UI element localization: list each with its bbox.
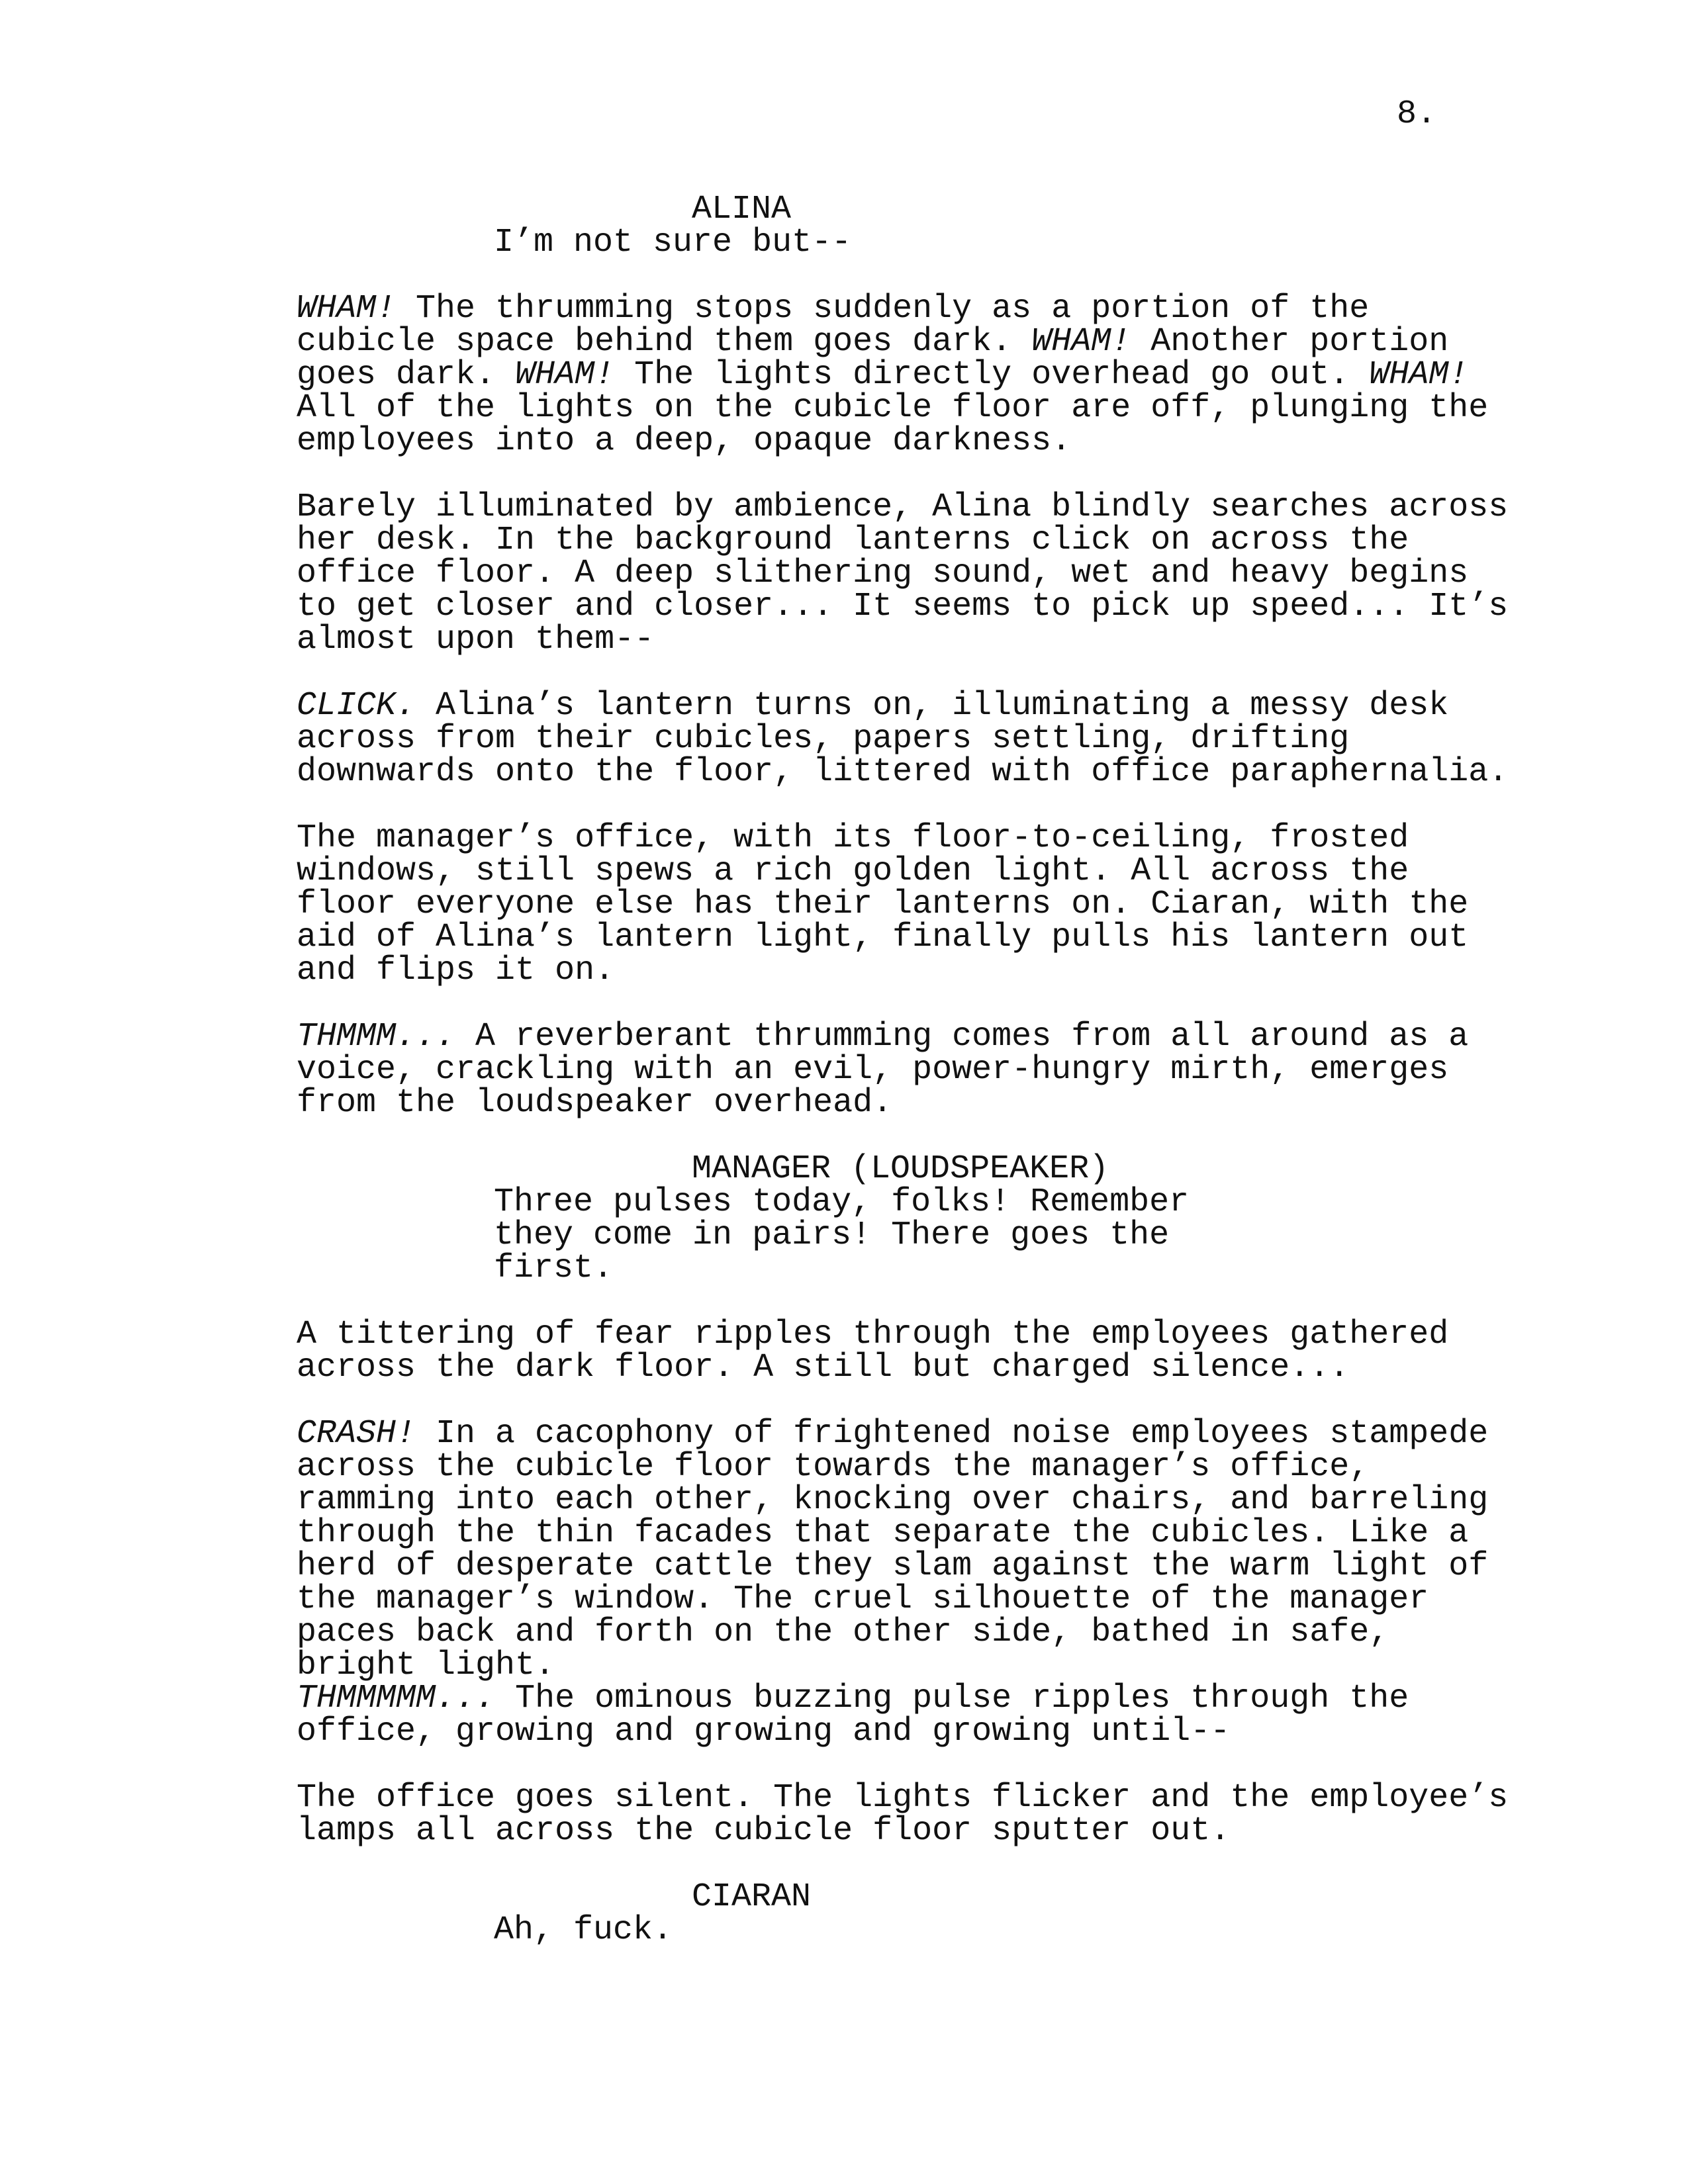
action-line: The office goes silent. The lights flicker and the employee’s (297, 1779, 1509, 1817)
character-name: MANAGER (LOUDSPEAKER) (692, 1150, 1109, 1188)
sound-effect: THMMM... (297, 1018, 456, 1056)
action-line: The manager’s office, with its floor-to-ceiling, frosted (297, 819, 1409, 857)
sound-effect: WHAM! (297, 290, 397, 328)
action-paragraph (297, 488, 1509, 659)
action-line: All of the lights on the cubicle floor are off, plunging the (297, 389, 1489, 427)
action-line: through the thin facades that separate the cubicles. Like a (297, 1514, 1469, 1552)
action-line: Barely illuminated by ambience, Alina blindly searches across (297, 488, 1509, 526)
action-line: office, growing and growing and growing until-- (297, 1713, 1231, 1751)
action-line: across the dark floor. A still but charged silence... (297, 1349, 1350, 1387)
sound-effect: CLICK. (297, 687, 416, 725)
action-line: THMMM... A reverberant thrumming comes from all around as a (297, 1018, 1469, 1056)
action-line: almost upon them-- (297, 621, 655, 659)
action-paragraph (297, 1415, 1489, 1684)
action-line: to get closer and closer... It seems to pick up speed... It’s (297, 588, 1509, 625)
action-line: paces back and forth on the other side, bathed in safe, (297, 1614, 1389, 1651)
action-line: ramming into each other, knocking over chairs, and barreling (297, 1481, 1489, 1519)
action-line: her desk. In the background lanterns click on across the (297, 522, 1409, 559)
dialogue: I’m not sure but-- (494, 224, 852, 261)
action-line: downwards onto the floor, littered with office paraphernalia. (297, 753, 1509, 791)
action-line: cubicle space behind them goes dark. WHAM! Another portion (297, 323, 1449, 361)
action-line: CRASH! In a cacophony of frightened noise employees stampede (297, 1415, 1489, 1453)
sound-effect: WHAM! (1031, 323, 1131, 361)
action-line: and flips it on. (297, 952, 615, 989)
sound-effect: WHAM! (515, 356, 615, 394)
action-line: office floor. A deep slithering sound, wet and heavy begins (297, 555, 1469, 592)
dialogue (494, 1183, 1190, 1287)
dialogue-line: they come in pairs! There goes the (494, 1216, 1170, 1254)
character-name: ALINA (692, 191, 792, 228)
sound-effect: CRASH! (297, 1415, 416, 1453)
action-line: THMMMMM... The ominous buzzing pulse ripples through the (297, 1680, 1409, 1717)
sound-effect: THMMMMM... (297, 1680, 496, 1717)
action-line: herd of desperate cattle they slam against the warm light of (297, 1547, 1489, 1585)
action-line: WHAM! The thrumming stops suddenly as a portion of the (297, 290, 1370, 328)
action-paragraph (297, 1779, 1509, 1850)
action-line: voice, crackling with an evil, power-hungry mirth, emerges (297, 1051, 1449, 1089)
action-paragraph (297, 819, 1469, 989)
action-line: floor everyone else has their lanterns on. Ciaran, with the (297, 886, 1469, 923)
dialogue: Ah, fuck. (494, 1911, 673, 1949)
action-line: employees into a deep, opaque darkness. (297, 422, 1072, 460)
action-paragraph (297, 1318, 1448, 1385)
action-paragraph (297, 687, 1509, 791)
action-line: bright light. (297, 1647, 555, 1684)
sound-effect: WHAM! (1369, 356, 1469, 394)
action-line: lamps all across the cubicle floor sputter out. (297, 1812, 1231, 1850)
action-line: across the cubicle floor towards the manager’s office, (297, 1448, 1370, 1486)
action-line: goes dark. WHAM! The lights directly overhead go out. WHAM! (297, 356, 1469, 394)
action-line: windows, still spews a rich golden light. All across the (297, 852, 1409, 890)
action-paragraph (297, 1682, 1409, 1749)
action-line: A tittering of fear ripples through the employees gathered (297, 1316, 1449, 1353)
dialogue-line: Three pulses today, folks! Remember (494, 1183, 1190, 1221)
action-line: aid of Alina’s lantern light, finally pulls his lantern out (297, 919, 1469, 956)
page-number: 8. (1397, 95, 1437, 133)
action-line: from the loudspeaker overhead. (297, 1084, 893, 1122)
action-line: across from their cubicles, papers settling, drifting (297, 720, 1350, 758)
action-line: the manager’s window. The cruel silhouette of the manager (297, 1580, 1429, 1618)
action-paragraph (297, 1018, 1469, 1122)
dialogue-line: first. (494, 1250, 614, 1287)
character-name: CIARAN (692, 1878, 812, 1916)
action-paragraph (297, 290, 1489, 460)
action-line: CLICK. Alina’s lantern turns on, illuminating a messy desk (297, 687, 1449, 725)
